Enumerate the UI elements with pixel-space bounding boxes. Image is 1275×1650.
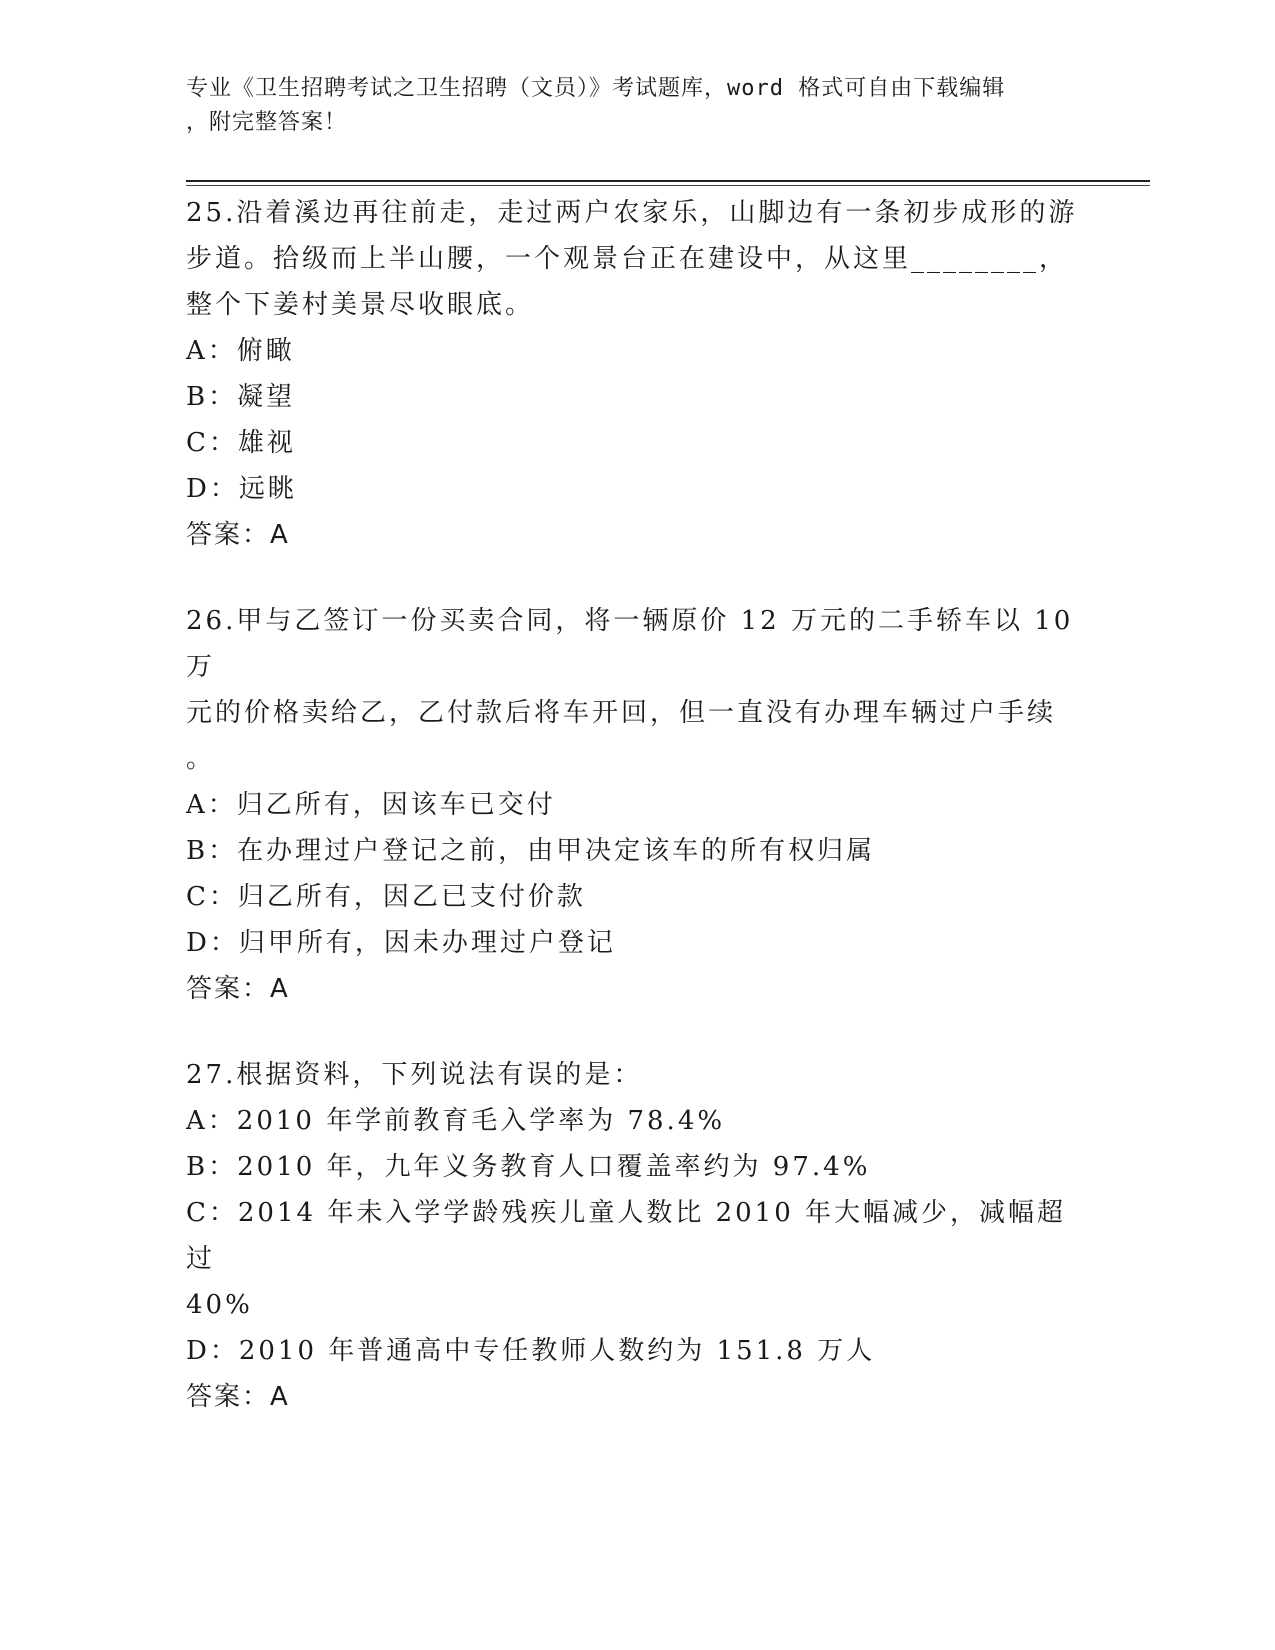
option-c: C：雄视 [186, 428, 296, 458]
header-divider-thin [186, 185, 1150, 186]
option-a: A：2010 年学前教育毛入学率为 78.4% [186, 1106, 726, 1136]
answer-line: 答案：A [186, 520, 290, 550]
header-divider-thick [186, 180, 1150, 182]
question-stem-line: 整个下姜村美景尽收眼底。 [186, 290, 535, 320]
option-b: B：2010 年，九年义务教育人口覆盖率约为 97.4% [186, 1152, 871, 1182]
option-a: A：归乙所有，因该车已交付 [186, 790, 556, 820]
question-stem-line: 元的价格卖给乙，乙付款后将车开回，但一直没有办理车辆过户手续 [186, 698, 1057, 728]
question-stem-line: 26.甲与乙签订一份买卖合同，将一辆原价 12 万元的二手轿车以 10 万 [186, 606, 1085, 682]
option-c: C：归乙所有，因乙已支付价款 [186, 882, 586, 912]
question-stem-line: 25.沿着溪边再往前走，走过两户农家乐，山脚边有一条初步成形的游 [186, 198, 1078, 228]
question-26 [186, 598, 1086, 1012]
option-c: C：2014 年未入学学龄残疾儿童人数比 2010 年大幅减少，减幅超过 [186, 1198, 1067, 1274]
option-d: D：远眺 [186, 474, 297, 504]
option-a: A：俯瞰 [186, 336, 295, 366]
option-b: B：凝望 [186, 382, 296, 412]
question-stem-line: 。 [186, 744, 216, 774]
option-b: B：在办理过户登记之前，由甲决定该车的所有权归属 [186, 836, 876, 866]
question-list [186, 190, 1086, 1460]
header-line-2: ，附完整答案！ [186, 110, 348, 135]
answer-line: 答案：A [186, 974, 290, 1004]
option-c-continued: 40% [186, 1290, 253, 1320]
question-stem-line: 步道。拾级而上半山腰，一个观景台正在建设中，从这里________， [186, 244, 1069, 274]
question-stem-line: 27.根据资料，下列说法有误的是： [186, 1060, 643, 1090]
document-header [186, 72, 1086, 140]
question-25 [186, 190, 1086, 558]
option-d: D：归甲所有，因未办理过户登记 [186, 928, 616, 958]
answer-line: 答案：A [186, 1382, 290, 1412]
option-d: D：2010 年普通高中专任教师人数约为 151.8 万人 [186, 1336, 876, 1366]
question-27 [186, 1052, 1086, 1420]
header-line-1: 专业《卫生招聘考试之卫生招聘（文员）》考试题库，word 格式可自由下载编辑 [186, 76, 1006, 101]
